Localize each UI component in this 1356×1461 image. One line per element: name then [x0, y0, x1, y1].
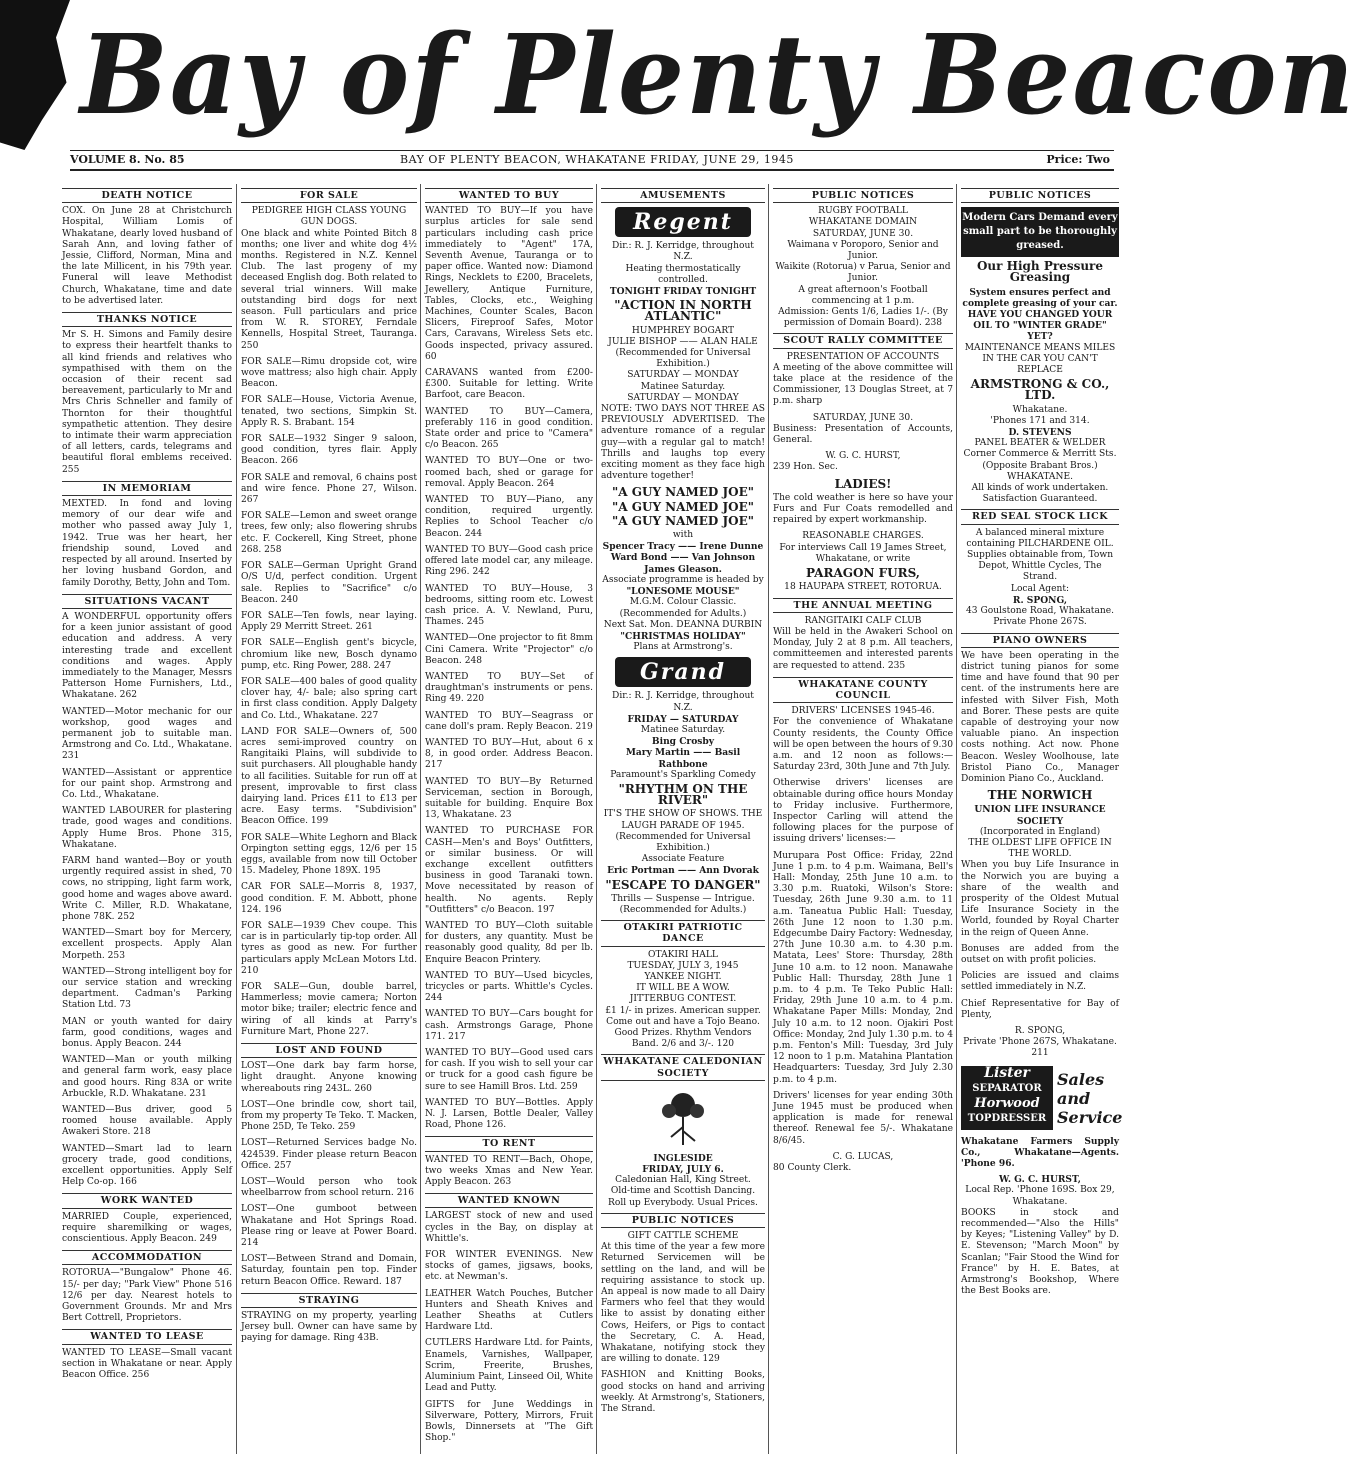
column-amusements [596, 184, 765, 1454]
ad-title: THE NORWICH [987, 788, 1093, 803]
ad-line: Supplies obtainable from, Town Depot, Whittle Cycles, The Strand. [966, 550, 1114, 583]
classified-ad: WANTED LABOURER for plastering trade, good wages and conditions. Apply Hume Bros. Phone 315, Whakatane. [62, 806, 232, 850]
classified-ad: LAND FOR SALE—Owners of, 500 acres semi-improved country on Rangitaiki Plains, will subdivide to suit purchasers. All ploughable handy to all facilities. Suitable for run off at present, improvable to first class dairying land. Prices £11 to £13 per acre. Easy terms. "Subdivision" Beacon Office. 199 [241, 726, 417, 827]
ad-title: D. STEVENS [1008, 427, 1072, 439]
notice-line: WHAKATANE DOMAIN [808, 217, 918, 228]
classified-ad: FOR SALE—German Upright Grand O/S U/d, perfect condition. Urgent sale. Replies to "Sacrifice" c/o Beacon. 240 [241, 561, 417, 605]
classified-ad: WANTED—Assistant or apprentice for our paint shop. Armstrong and Co. Ltd., Whakatane. [62, 767, 232, 800]
ad-line: W. G. C. HURST, [999, 1174, 1081, 1186]
notice-line: Waikite (Rotorua) v Parua, Senior and Junior. [775, 262, 951, 284]
classified-ad: WANTED—Strong intelligent boy for our service station and wrecking department. Cadman's Parking Station Ltd. 73 [62, 966, 232, 1011]
masthead [0, 0, 1356, 150]
rating: (Recommended for Adults.) [619, 904, 747, 915]
showtime: SATURDAY — MONDAY [627, 370, 739, 381]
classified-ad: WANTED TO BUY—Cars bought for cash. Armstrongs Garage, Phone 171. 217 [425, 1009, 593, 1042]
ad-body: BOOKS in stock and recommended—"Also the Hills" by Keyes; "Listening Valley" by D. E. Stevenson; "March Moon" by Scanlan; "Fair Stood the Wind for France" by H. E. Bates, at Armstrong's Bookshop, Where the Best Books are. [961, 1207, 1119, 1297]
volume-number: VOLUME 8. No. 85 [70, 153, 185, 166]
showtime: SATURDAY — MONDAY [627, 392, 739, 403]
event-detail: JITTERBUG CONTEST. [629, 994, 737, 1005]
with-label: with [672, 530, 694, 541]
section-heading: ACCOMMODATION [62, 1250, 232, 1265]
section-heading: WHAKATANE COUNTY COUNCIL [773, 677, 953, 703]
section-heading: RED SEAL STOCK LICK [961, 509, 1119, 524]
classified-ad: FOR SALE—400 bales of good quality clover hay, 4/- bale; also spring cart in first class condition. Apply Dalgety and Co. Ltd., Whakatane. 227 [241, 676, 417, 721]
section-heading: OTAKIRI PATRIOTIC DANCE [601, 920, 765, 946]
ad-line: Private 'Phone 267S, Whakatane. 211 [963, 1037, 1117, 1059]
ad-body: Bonuses are added from the outset on with profit policies. [961, 943, 1119, 965]
notice-body: For the convenience of Whakatane County residents, the County Office will be open between the hours of 9.30 a.m. and 12 noon as follows:—Saturday 23rd, 30th June and 7th July. [773, 717, 953, 773]
ad-line: UNION LIFE INSURANCE SOCIETY [974, 804, 1106, 827]
classified-ad: WANTED TO BUY—Piano, any condition, required urgently. Replies to School Teacher c/o Beacon. 244 [425, 495, 593, 539]
notice-body: At this time of the year a few more Returned Servicemen will be settling on the land, and will be requiring assistance to stock up. An appeal is now made to all Dairy Farmers who feel that they would like to assist by donating either Cows, Heifers, or Pigs to contact the Secretary, C. A. Head, Whakatane, notifying stock they are willing to donate. 129 [601, 1242, 765, 1365]
film-title: "ACTION IN NORTH ATLANTIC" [614, 298, 752, 324]
newspaper-title: Bay of Plenty Beacon [80, 9, 1356, 140]
price: Price: Two [1046, 153, 1110, 166]
event-detail: Old-time and Scottish Dancing. Roll up Everybody. Usual Prices. [608, 1186, 758, 1208]
classified-ad: WANTED TO BUY—One or two-roomed bach, shed or garage for removal. Apply Beacon. 264 [425, 456, 593, 489]
notice-body: Otherwise drivers' licenses are obtainable during office hours Monday to Friday inclusive. Furthermore, Inspector Carling will attend the following places for the purpose of issuing drivers' licenses:— [773, 778, 953, 845]
showtime: FRIDAY — SATURDAY [627, 713, 739, 725]
classified-ad: LOST—One gumboot between Whakatane and Hot Springs Road. Please ring or leave at Power Board. 214 [241, 1204, 417, 1249]
notice-line: Waimana v Poroporo, Senior and Junior. [787, 239, 939, 262]
ad-title: PEDIGREE HIGH CLASS YOUNG GUN DOGS. [251, 206, 407, 228]
brand-logo: Horwood [974, 1095, 1040, 1111]
ad-body: Chief Representative for Bay of Plenty, [961, 998, 1119, 1020]
classified-ad: WANTED—Motor mechanic for our workshop, good wages and permanent job to suitable man. Armstrong and Co. Ltd., Whakatane. 231 [62, 706, 232, 762]
classified-ad: WANTED—One projector to fit 8mm Cini Camera. Write "Projector" c/o Beacon. 248 [425, 633, 593, 666]
event-date: TUESDAY, JULY 3, 1945 [627, 960, 739, 971]
classified-ad: CUTLERS Hardware Ltd. for Paints, Enamels, Varnishes, Wallpaper, Scrim, Freerite, Brushes, Aluminium Paint, Linseed Oil, White Lead and Putty. [425, 1338, 593, 1394]
notice-line: REASONABLE CHARGES. [802, 531, 924, 542]
matinee-note: Matinee Saturday. [640, 724, 726, 735]
booking-note: Plans at Armstrong's. [633, 642, 733, 653]
classified-ad: WANTED TO BUY—Camera, preferably 116 in good condition. State order and price to "Camera" c/o Beacon. 265 [425, 406, 593, 451]
film-title: "CHRISTMAS HOLIDAY" [620, 630, 746, 642]
regent-theatre-logo: Regent [615, 207, 751, 237]
classified-ad: LOST—Would person who took wheelbarrow from school return. 216 [241, 1177, 417, 1199]
ad-line: (Incorporated in England) [979, 826, 1101, 837]
rating: (Recommended for Universal Exhibition.) [615, 348, 751, 370]
event-date: FRIDAY, JULY 6. [642, 1164, 724, 1176]
notice-line: W. G. C. HURST, [825, 451, 901, 462]
cast: Spencer Tracy —— Irene Dunne [602, 541, 764, 553]
classified-ad: WANTED TO LEASE—Small vacant section in Whakatane or near. Apply Beacon Office. 256 [62, 1347, 232, 1381]
section-heading: WORK WANTED [62, 1193, 232, 1208]
classified-ad: WANTED TO BUY—Used bicycles, tricycles or parts. Whittle's Cycles. 244 [425, 970, 593, 1004]
event-venue: INGLESIDE [653, 1152, 713, 1164]
matinee-note: Matinee Saturday. [640, 381, 726, 392]
classified-ad: FOR SALE—1939 Chev coupe. This car is in particularly tip-top order. All tyres as good as new. For further particulars apply McLean Motors Ltd. 210 [241, 920, 417, 976]
section-heading: AMUSEMENTS [601, 188, 765, 203]
in-memoriam: MEXTED. In fond and loving memory of our dear wife and mother who passed away July 1, 1942. True was her heart, her friendship sound, Loved and respected by all around. Inserted by her loving husband Gordon, and family Dorothy, Betty, John and Tom. [62, 499, 232, 588]
ad-line: MAINTENANCE MEANS MILES IN THE CAR YOU CAN'T REPLACE [964, 342, 1116, 376]
classified-ad: CAR FOR SALE—Morris 8, 1937, good condition. F. M. Abbott, phone 124. 196 [241, 882, 417, 915]
lister-horwood-ad [961, 1064, 1123, 1130]
classified-ad: WANTED TO BUY—Seagrass or cane doll's pram. Reply Beacon. 219 [425, 710, 593, 732]
section-heading: STRAYING [241, 1293, 417, 1308]
classified-ad: WANTED TO BUY—House, 3 bedrooms, sitting room etc. Lowest cash price. A. V. Newland, Puru, Thames. 245 [425, 583, 593, 628]
notice-line: A great afternoon's Football commencing at 1 p.m. [798, 284, 928, 306]
car-greasing-ad-image [961, 207, 1119, 257]
notice-body: Will be held in the Awakeri School on Monday, July 2 at 8 p.m. All teachers, committeemen and interested parents are requested to attend. 235 [773, 626, 953, 671]
ad-title: Our High Pressure Greasing [976, 259, 1104, 285]
notice-line: Admission: Gents 1/6, Ladies 1/-. (By permission of Domain Board). 238 [778, 307, 948, 329]
dateline [70, 150, 1114, 171]
classified-ad: FOR SALE—Lemon and sweet orange trees, few only; also flowering shrubs etc. F. Cockerell, King Street, phone 268. 258 [241, 511, 417, 555]
brand-label: TOPDRESSER [967, 1112, 1047, 1124]
ad-title: ARMSTRONG & CO., LTD. [970, 377, 1110, 403]
classified-ad: CARAVANS wanted from £200-£300. Suitable for letting. Write Barfoot, care Beacon. [425, 368, 593, 401]
brand-logo: Lister [984, 1064, 1030, 1081]
ad-line: Local Rep. 'Phone 169S. Box 29, Whakatane. [965, 1185, 1115, 1207]
section-heading: WHAKATANE CALEDONIAN SOCIETY [601, 1054, 765, 1080]
classified-ad: WANTED—Bus driver, good 5 roomed house available. Apply Awakeri Store. 218 [62, 1105, 232, 1138]
thistle-icon [653, 1087, 713, 1147]
column-wanted-to-buy [420, 184, 593, 1454]
notice-line: For interviews Call 19 James Street, Whakatane, or write [779, 542, 947, 564]
section-heading: SCOUT RALLY COMMITTEE [773, 333, 953, 348]
notice-body: Murupara Post Office: Friday, 22nd June 1 p.m. to 4 p.m. Waimana, Bell's Hall: Monday, 25th June 10 a.m. to 3.30 p.m. Ruatoki, Wilson's Store: Tuesday, 26th June 9.30 a.m. to 11 a.m. Taneatua Public Hall: Tuesday, 26th June 12 noon to 1.30 p.m. Edgecumbe Dairy Factory: Wednesday, 27th June 10.30 a.m. to 4.30 p.m. Matata, Lees' Store: Thursday, 28th June 10 a.m. to 12 noon. Manawahe Public Hall: Thursday, 28th June 1 p.m. to 4 p.m. Te Teko Public Hall: Friday, 29th June 10 a.m. to 4 p.m. Whakatane Paper Mills: Monday, 2nd July 10 a.m. to 12 noon. Ojakiri Post Office: Monday, 2nd July 1.30 p.m. to 4 p.m. Fenton's Mill: Tuesday, 3rd July 12 noon to 1 p.m. Matahina Plantation Headquarters: Tuesday, 3rd July 2.30 p.m. to 4 p.m. [773, 850, 953, 1085]
ad-body: Whakatane Farmers Supply Co., Whakatane—Agents. 'Phone 96. [961, 1135, 1119, 1170]
event-detail: IT WILL BE A WOW. [636, 983, 730, 994]
section-heading: WANTED TO LEASE [62, 1329, 232, 1344]
classified-ad: FOR SALE—Gun, double barrel, Hammerless; movie camera; Norton motor bike; trailer; electric fence and wiring of all kinds at Parry's Furniture Mart, Phone 227. [241, 982, 417, 1037]
notice-body: The cold weather is here so have your Furs and Fur Coats remodelled and repaired by expert workmanship. [773, 492, 953, 526]
ad-line: R. SPONG, [1012, 594, 1068, 606]
classified-ad: FOR WINTER EVENINGS. New stocks of games, jigsaws, books, etc. at Newman's. [425, 1250, 593, 1283]
classified-ad: GIFTS for June Weddings in Silverware, Pottery, Mirrors, Fruit Bowls, Dinnersets at "The Gift Shop." [425, 1399, 593, 1444]
ad-body: Policies are issued and claims settled immediately in N.Z. [961, 971, 1119, 993]
classified-ad: FOR SALE—White Leghorn and Black Orpington setting eggs, 12/6 per 15 eggs, available from now till October 15. Madeley, Phone 189X. 195 [241, 832, 417, 877]
ad-line: Local Agent: [1010, 583, 1070, 594]
ad-line: Corner Commerce & Merritt Sts. (Opposite Brabant Bros.) WHAKATANE. [963, 449, 1117, 482]
cast: Bing Crosby [651, 736, 715, 748]
notice-line: DRIVERS' LICENSES 1945-46. [791, 706, 935, 717]
cast: James Gleason. [644, 563, 722, 575]
classified-ad: LOST—Returned Services badge No. 424539. Finder please return Beacon Office. 257 [241, 1138, 417, 1171]
classified-ad: WANTED TO BUY—If you have surplus articles for sale send particulars including cash price immediately to "Agent" 17A, Seventh Avenue, Tauranga or to paper office. Wanted now: Diamond Rings, Necklets to £200, Bracelets, Jewellery, Antique Furniture, Tables, Clocks, etc., Weighing Machines, Counter Scales, Bacon Slicers, Fireproof Safes, Motor Cars, Caravans, Wireless Sets etc. Goods inspected, privacy assured. 60 [425, 206, 593, 362]
notice-line: PRESENTATION OF ACCOUNTS [786, 351, 940, 362]
cast: Eric Portman —— Ann Dvorak [607, 865, 759, 877]
section-heading: WANTED TO BUY [425, 188, 593, 203]
notice-line: RANGITAIKI CALF CLUB [804, 615, 922, 626]
classified-ad: MAN or youth wanted for dairy farm, good conditions, wages and bonus. Apply Beacon. 244 [62, 1016, 232, 1050]
classified-ad: FOR SALE—House, Victoria Avenue, tenated, two sections, Simpkin St. Apply R. S. Brabant. 154 [241, 395, 417, 428]
classified-ad: WANTED—Man or youth milking and general farm work, easy place and good hours. Ring 83A or write Arbuckle, R.D. Whakatane. 231 [62, 1055, 232, 1099]
ad-line: System ensures perfect and complete greasing of your car. [962, 286, 1118, 309]
classified-ad: WANTED TO BUY—Cloth suitable for dusters, any quantity. Must be reasonably good quality, 8d per lb. Enquire Beacon Printery. [425, 920, 593, 965]
classified-ad: WANTED TO RENT—Bach, Ohope, two weeks Xmas and New Year. Apply Beacon. 263 [425, 1154, 593, 1188]
grand-theatre-logo: Grand [615, 657, 751, 687]
classified-ad: LOST—One brindle cow, short tail, from my property Te Teko. T. Macken, Phone 25D, Te Teko. 259 [241, 1099, 417, 1133]
classified-ad: WANTED—Smart boy for Mercery, excellent prospects. Apply Alan Morpeth. 253 [62, 928, 232, 961]
rating: (Recommended for Adults.) [619, 608, 747, 619]
classified-ad: FOR SALE—1932 Singer 9 saloon, good condition, tyres flair. Apply Beacon. 266 [241, 434, 417, 467]
notice-body: Business: Presentation of Accounts, General. [773, 423, 953, 446]
cast: JULIE BISHOP —— ALAN HALE [608, 336, 758, 347]
director-line: Dir.: R. J. Kerridge, throughout N.Z. [612, 691, 754, 713]
publication-date: BAY OF PLENTY BEACON, WHAKATANE FRIDAY, JUNE 29, 1945 [400, 153, 794, 166]
notice-line: C. G. LUCAS, [832, 1151, 894, 1162]
classified-ad: FOR SALE—Ten fowls, near laying. Apply 29 Merritt Street. 261 [241, 610, 417, 633]
studio-note: M.G.M. Colour Classic. [629, 597, 737, 608]
sales-service-logo: Sales and Service [1057, 1069, 1123, 1127]
next-showing: Next Sat. Mon. DEANNA DURBIN [603, 619, 763, 630]
notice-line: SATURDAY, JUNE 30. [812, 412, 914, 423]
ad-line: A balanced mineral mixture containing PILCHARDENE OIL. [966, 527, 1114, 549]
cast: HUMPHREY BOGART [631, 325, 735, 336]
classified-ad: LARGEST stock of new and used cycles in the Bay, on display at Whittle's. [425, 1211, 593, 1244]
ad-title: Modern Cars Demand every small part to be thoroughly greased. [962, 212, 1118, 252]
section-heading: WANTED KNOWN [425, 1193, 593, 1208]
associate-programme: Associate Feature [641, 854, 725, 865]
section-heading: THE ANNUAL MEETING [773, 598, 953, 613]
column-public-notices [768, 184, 953, 1454]
film-title: "LONESOME MOUSE" [626, 586, 740, 598]
section-heading: DEATH NOTICE [62, 188, 232, 203]
classified-ad: FOR SALE and removal, 6 chains post and wire fence. Phone 27, Wilson. 267 [241, 472, 417, 506]
classified-ad: WANTED TO PURCHASE FOR CASH—Men's and Boys' Outfitters, or similar business. Or will exchange excellent outfitters business in good Taranaki town. Move necessitated by reason of health. No agents. Reply "Outfitters" c/o Beacon. 197 [425, 826, 593, 915]
section-heading: LOST AND FOUND [241, 1043, 417, 1058]
heating-note: Heating thermostatically controlled. [625, 263, 741, 285]
classified-ad: FASHION and Knitting Books, good stocks on hand and arriving weekly. At Armstrong's, Stationers, The Strand. [601, 1370, 765, 1415]
ad-line: 43 Goulstone Road, Whakatane. Private Phone 267S. [966, 606, 1114, 628]
film-blurb: IT'S THE SHOW OF SHOWS. THE LAUGH PARADE OF 1945. [603, 809, 763, 831]
cast: Mary Martin —— Basil Rathbone [625, 747, 741, 770]
associate-programme: Associate programme is headed by [602, 574, 764, 585]
notice-body: Drivers' licenses for year ending 30th June 1945 must be produced when application is made for renewal thereof. Renewal fee 5/-. Whakatane 8/6/45. [773, 1090, 953, 1146]
classified-ad: One black and white Pointed Bitch 8 months; one liver and white dog 4½ months. Registered in N.Z. Kennel Club. The last progeny of my deceased English dog. Both related to several trial winners. Will make outstanding bird dogs for next season. Full particulars and price from W. R. STOREY, Ferndale Kennells, Hospital Street, Tauranga. 250 [241, 228, 417, 351]
event-venue: OTAKIRI HALL [648, 949, 718, 960]
ad-title: PARAGON FURS, [806, 566, 920, 581]
notice-title: RUGBY FOOTBALL [818, 206, 908, 217]
rating: (Recommended for Universal Exhibition.) [615, 831, 751, 853]
classified-ad: A WONDERFUL opportunity offers for a keen junior assistant of good education and address. A very interesting trade and excellent conditions and wages. Apply immediately to the Manager, Messrs Patterson Home Furnishers, Ltd., Whakatane. 262 [62, 611, 232, 701]
classified-ad: LOST—Between Strand and Domain, Saturday, fountain pen top. Finder return Beacon Office. Reward. 187 [241, 1254, 417, 1287]
notice-line: SATURDAY, JUNE 30. [812, 228, 914, 239]
classified-ad: FOR SALE—Rimu dropside cot, wire wove mattress; also high chair. Apply Beacon. [241, 356, 417, 390]
column-advertisements [956, 184, 1123, 1454]
section-heading: PUBLIC NOTICES [601, 1213, 765, 1228]
column-classifieds-1 [62, 184, 232, 1454]
film-title: "A GUY NAMED JOE" [611, 485, 755, 500]
classified-ad: WANTED TO BUY—Bottles. Apply N. J. Larsen, Bottle Dealer, Valley Road, Phone 126. [425, 1097, 593, 1131]
ad-line: HAVE YOU CHANGED YOUR OIL TO "WINTER GRADE" YET? [967, 309, 1113, 343]
film-blurb: Thrills — Suspense — Intrigue. [611, 893, 755, 904]
classified-ad: STRAYING on my property, yearling Jersey bull. Owner can have same by paying for damage. Ring 43B. [241, 1311, 417, 1344]
section-heading: PIANO OWNERS [961, 633, 1119, 648]
section-heading: PUBLIC NOTICES [961, 188, 1119, 203]
ink-blot-decoration [0, 0, 70, 150]
column-for-sale [236, 184, 417, 1454]
section-heading: SITUATIONS VACANT [62, 594, 232, 609]
section-heading: PUBLIC NOTICES [773, 188, 953, 203]
notice-line: 80 County Clerk. [773, 1163, 852, 1174]
section-heading: THANKS NOTICE [62, 312, 232, 327]
ad-line: R. SPONG, [1014, 1026, 1066, 1036]
notice-title: GIFT CATTLE SCHEME [627, 1231, 739, 1242]
classified-ad: WANTED TO BUY—Good used cars for cash. If you wish to sell your car or truck for a good cash figure be sure to see Hamill Bros. Ltd. 259 [425, 1048, 593, 1092]
film-title: "A GUY NAMED JOE" [611, 513, 755, 528]
showtime: TONIGHT FRIDAY TONIGHT [609, 286, 757, 298]
event-venue: Caledonian Hall, King Street. [615, 1175, 751, 1186]
film-title: "RHYTHM ON THE RIVER" [618, 781, 748, 808]
classified-ad: MARRIED Couple, experienced, require sharemilking or wages, conscientious. Apply Beacon. 249 [62, 1211, 232, 1245]
film-title: "ESCAPE TO DANGER" [605, 877, 761, 892]
notice-line: 239 Hon. Sec. [773, 462, 838, 473]
ad-body: When you buy Life Insurance in the Norwich you are buying a share of the wealth and prosperity of the Oldest Mutual Life Insurance Society in the World, founded by Royal Charter in the reign of Queen Anne. [961, 860, 1119, 938]
section-heading: IN MEMORIAM [62, 481, 232, 496]
death-notice: COX. On June 28 at Christchurch Hospital, William Lomis of Whakatane, dearly loved husband of Sarah Ann, and loving father of Jessie, Clifford, Norman, Mina and the late Millicent, in his 79th year. Funeral will leave Methodist Church, Whakatane, time and date to be advertised later. [62, 206, 232, 306]
classified-ad: WANTED TO BUY—Good cash price offered late model car, any mileage. Ring 296. 242 [425, 544, 593, 578]
classified-ad: LOST—One dark bay farm horse, light draught. Anyone knowing whereabouts ring 243L. 260 [241, 1061, 417, 1094]
classified-ad: WANTED TO BUY—Hut, about 6 x 8, in good order. Address Beacon. 217 [425, 737, 593, 771]
ad-line: PANEL BEATER & WELDER [974, 438, 1106, 449]
classified-ad: WANTED TO BUY—By Returned Serviceman, section in Borough, suitable for building. Enquire Box 13, Whakatane. 23 [425, 776, 593, 821]
ad-line: Whakatane. [1012, 404, 1068, 415]
thanks-notice: Mr S. H. Simons and Family desire to express their heartfelt thanks to all kind friends and relatives who sympathised with them on the occasion of their recent sad bereavement, particularly to Mr and Mrs Chris Schneller and family of Thornton for their thoughtful sympathetic attention. They desire to intimate their warm appreciation of all letters, cards, telegrams and beautiful floral emblems received. 255 [62, 330, 232, 475]
film-blurb: NOTE: TWO DAYS NOT THREE AS PREVIOUSLY ADVERTISED. The adventure romance of a regular guy—with a regular gal to match! Thrills and laughs top every exciting moment as they face high adventure together! [601, 404, 765, 482]
section-heading: TO RENT [425, 1136, 593, 1151]
brand-label: SEPARATOR [972, 1082, 1042, 1094]
classified-ad: WANTED TO BUY—Set of draughtman's instruments or pens. Ring 49. 220 [425, 671, 593, 705]
classified-ad: FOR SALE—English gent's bicycle, chromium like new, Bosch dynamo pump, etc. Ring Power, 288. 247 [241, 638, 417, 671]
classified-ad: FARM hand wanted—Boy or youth urgently required assist in shed, 70 cows, no stripping, light farm work, good home and wages above award. Write C. Miller, R.D. Whakatane, phone 78K. 252 [62, 855, 232, 922]
classified-ad: WANTED—Smart lad to learn grocery trade, good conditions, excellent opportunities. Apply Self Help Co-op. 166 [62, 1143, 232, 1188]
event-detail: £1 1/- in prizes. American supper. Come out and have a Tojo Beano. Good Prizes. Rhythm Vendors Band. 2/6 and 3/-. 120 [605, 1005, 761, 1050]
studio-note: Paramount's Sparkling Comedy [610, 769, 756, 780]
ad-line: All kinds of work undertaken. Satisfaction Guaranteed. [971, 483, 1109, 505]
notice-line: 18 HAUPAPA STREET, ROTORUA. [784, 582, 942, 593]
director-line: Dir.: R. J. Kerridge, throughout N.Z. [612, 241, 754, 263]
classified-ad: ROTORUA—"Bungalow" Phone 46. 15/- per day; "Park View" Phone 516 12/6 per day. Nearest hotels to Government Grounds. Mr and Mrs Bert Cottrell, Proprietors. [62, 1268, 232, 1324]
cast: Ward Bond —— Van Johnson [610, 552, 756, 564]
section-heading: FOR SALE [241, 188, 417, 203]
ad-line: THE OLDEST LIFE OFFICE IN THE WORLD. [968, 837, 1112, 860]
ad-title: LADIES! [834, 476, 892, 491]
notice-body: A meeting of the above committee will take place at the residence of the Commissioner, 13 Douglas Street, at 7 p.m. sharp [773, 362, 953, 407]
classified-ad: LEATHER Watch Pouches, Butcher Hunters and Sheath Knives and Leather Sheaths at Cutlers Hardware Ltd. [425, 1288, 593, 1333]
ad-line: 'Phones 171 and 314. [990, 415, 1090, 426]
event-detail: YANKEE NIGHT. [644, 971, 722, 982]
film-title: "A GUY NAMED JOE" [611, 499, 755, 514]
ad-body: We have been operating in the district tuning pianos for some time and have found that 90 per cent. of the instruments here are infested with Silver Fish, Moth and Borer. These pests are quite capable of destroying your now valuable piano. An inspection costs nothing. Act now. Phone Beacon. Wesley Woolhouse, late Bristol Piano Co., Manager Dominion Piano Co., Auckland. [961, 650, 1119, 784]
